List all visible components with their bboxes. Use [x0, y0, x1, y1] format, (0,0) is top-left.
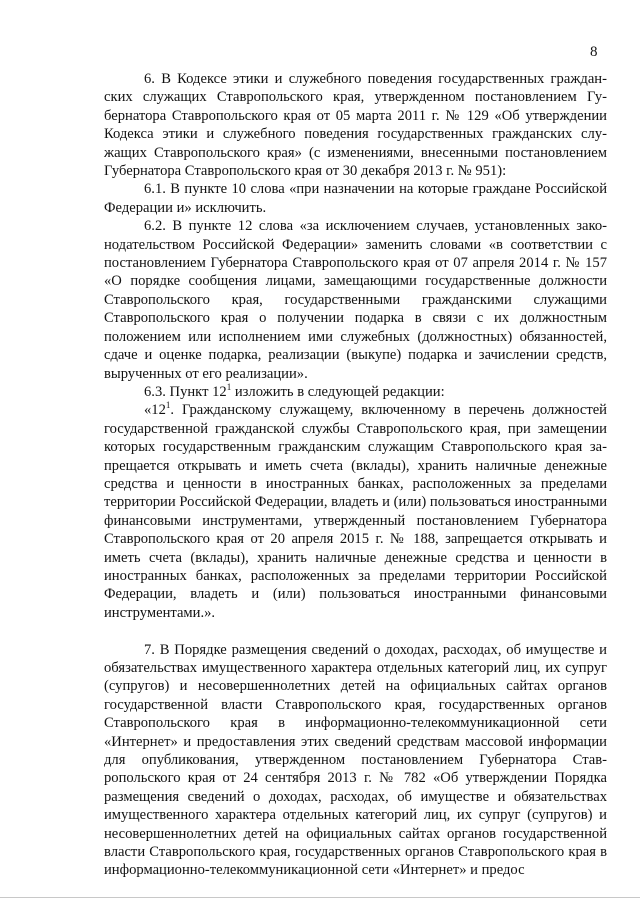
paragraph-12-1 [104, 401, 607, 622]
paragraph-12-1-text-end: . Гражданскому служащему, включенному в перечень должностей государственной гражданской службы Ставропольского края, при замещении которых государственным гражданским служащим Ставропольского края запрещается открывать и иметь счета (вклады), хранить наличные денежные средства и ценности в иностранных банках, расположенных за пределами территории Российской Федерации, владеть и (или) пользоваться иностранными финансовыми инструментами, утвержденный постановлением Губернатора Ставропольского края от 20 апреля 2015 г. № 188, запрещается открывать и иметь счета (вклады), хранить наличные денежные средства и ценности в иностранных банках, расположенных за пределами территории Российской Федерации, владеть и (или) пользоваться иностранными финансовыми инструментами.». [104, 402, 607, 621]
scan-bottom-edge [0, 897, 640, 898]
paragraph-12-1-text-start: «12 [144, 402, 166, 419]
superscript-1: 1 [165, 400, 171, 411]
paragraph-6-2: 6.2. В пункте 12 слова «за исключением случаев, установленных законодательством Российской Федерации» заменить словами «в соответствии с постановлением Губернатора Ставропольского края от 07 апреля 2014 г. № 157 «О порядке сообщения лицами, замещающими государственные должности Ставропольского края, государственными гражданскими служащими Ставропольского края о получении подарка в связи с их должностным положением или исполнением ими служебных (должностных) обязанностей, сдаче и оценке подарка, реализации (выкупе) подарка и зачислении средств, вырученных от его реализации». [104, 218, 607, 382]
paragraph-6: 6. В Кодексе этики и служебного поведения государственных гражданских служащих Ставропольского края, утвержденном постановлением Губернатора Ставропольского края от 05 марта 2011 г. № 129 «Об утверждении Кодекса этики и служебного поведения государственных гражданских служащих Ставропольского края» (с изменениями, внесенными постановлением Губернатора Ставропольского края от 30 декабря 2013 г. № 951): [104, 71, 607, 180]
paragraph-6-3-text-end: изложить в следующей редакции: [231, 383, 445, 400]
page-number: 8 [590, 44, 598, 60]
paragraph-6-1: 6.1. В пункте 10 слова «при назначении на которые граждане Российской Федерации и» исключить. [104, 181, 607, 216]
paragraph-7: 7. В Порядке размещения сведений о доходах, расходах, об имуществе и обязательствах имущественного характера отдельных категорий лиц, их супруг (супругов) и несовершеннолетних детей на официальных сайтах органов государственной власти Ставропольского края, государственных органов Ставропольского края в информационно-телекоммуникационной сети «Интернет» и предоставления этих сведений средствам массовой информации для опубликования, утвержденном постановлением Губернатора Ставропольского края от 24 сентября 2013 г. № 782 «Об утверждении Порядка размещения сведений о доходах, расходах, об имуществе и обязательствах имущественного характера отдельных категорий лиц, их супруг (супругов) и несовершеннолетних детей на официальных сайтах органов государственной власти Ставропольского края, государственных органов Ставропольского края в информационно-телекоммуникационной сети «Интернет» и предос [104, 641, 607, 879]
paragraph-6-3-text-start: 6.3. Пункт 12 [144, 383, 227, 400]
superscript-1: 1 [226, 382, 232, 393]
document-body [104, 70, 607, 880]
paragraph-6-3 [104, 383, 607, 401]
